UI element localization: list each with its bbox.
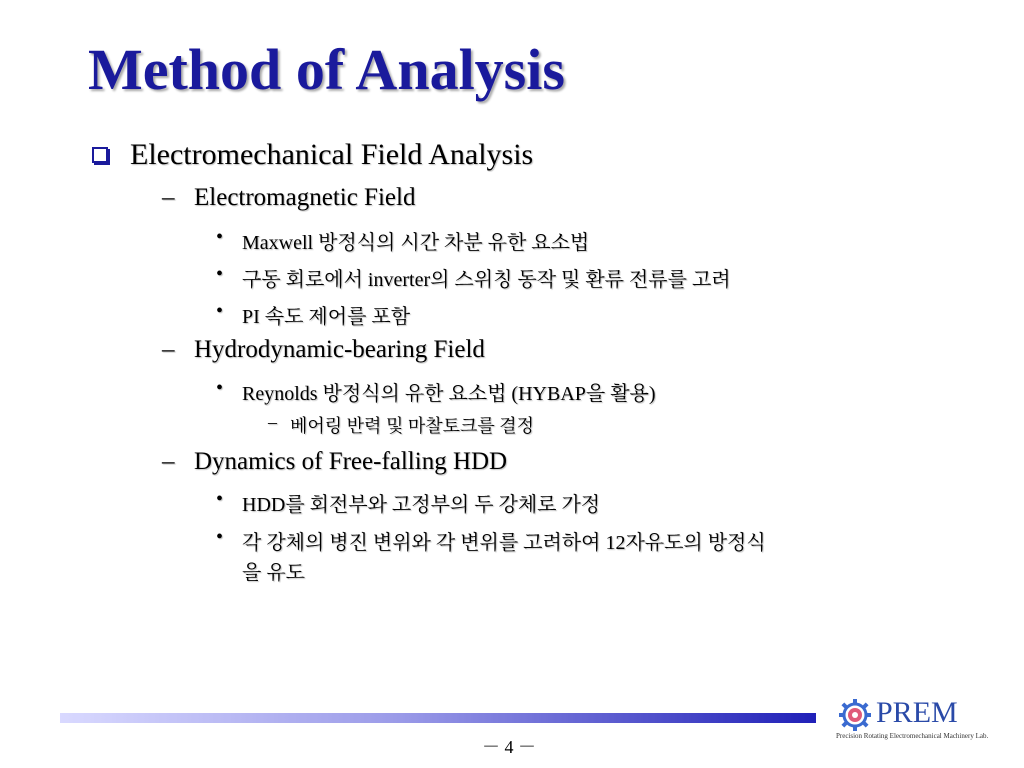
bullet-level3 (242, 488, 600, 517)
bullet-text: Reynolds 방정식의 유한 요소법 (HYBAP을 활용) (242, 383, 656, 405)
dot-marker: • (216, 488, 224, 510)
bullet-text: Electromagnetic Field (194, 184, 416, 211)
logo-subtitle: Precision Rotating Electromechanical Machinery Lab. (836, 732, 989, 740)
bullet-text: Hydrodynamic-bearing Field (194, 336, 485, 363)
bullet-level3 (242, 526, 766, 555)
slide-title: Method of Analysis (88, 37, 565, 102)
bullet-level2 (194, 448, 507, 476)
bullet-text: PI 속도 제어를 포함 (242, 306, 411, 328)
bullet-text: Electromechanical Field Analysis (130, 138, 534, 171)
bullet-text: 구동 회로에서 inverter의 스위칭 동작 및 환류 전류를 고려 (242, 269, 731, 291)
page-number: － 4 － (482, 737, 536, 757)
bullet-text: 을 유도 (242, 562, 305, 584)
dot-marker: • (216, 526, 224, 548)
gear-icon (838, 698, 872, 732)
bullet-text: 베어링 반력 및 마찰토크를 결정 (290, 416, 535, 436)
dash-marker: – (268, 412, 277, 432)
bullet-level3 (242, 377, 656, 406)
dot-marker: • (216, 300, 224, 322)
dot-marker: • (216, 377, 224, 399)
dot-marker: • (216, 226, 224, 248)
bullet-text: 각 강체의 병진 변위와 각 변위를 고려하여 12자유도의 방정식 (242, 532, 766, 554)
bullet-level3-continuation (242, 556, 305, 585)
bullet-text: HDD를 회전부와 고정부의 두 강체로 가정 (242, 494, 601, 516)
dash-marker: – (162, 184, 175, 211)
bullet-level3 (242, 263, 731, 292)
bullet-level3 (242, 300, 410, 329)
logo-name: PREM (876, 696, 958, 729)
prem-logo (836, 696, 996, 742)
bullet-level2 (194, 184, 415, 212)
bullet-level2 (194, 336, 485, 364)
bullet-level1 (130, 138, 533, 172)
dash-marker: – (162, 336, 175, 363)
bullet-text: Maxwell 방정식의 시간 차분 유한 요소법 (242, 232, 590, 254)
dash-marker: – (162, 448, 175, 475)
bullet-level4 (290, 412, 534, 438)
square-bullet-icon (92, 147, 108, 163)
bullet-text: Dynamics of Free-falling HDD (194, 448, 508, 475)
dot-marker: • (216, 263, 224, 285)
footer-gradient-bar (60, 713, 816, 723)
bullet-level3 (242, 226, 589, 255)
